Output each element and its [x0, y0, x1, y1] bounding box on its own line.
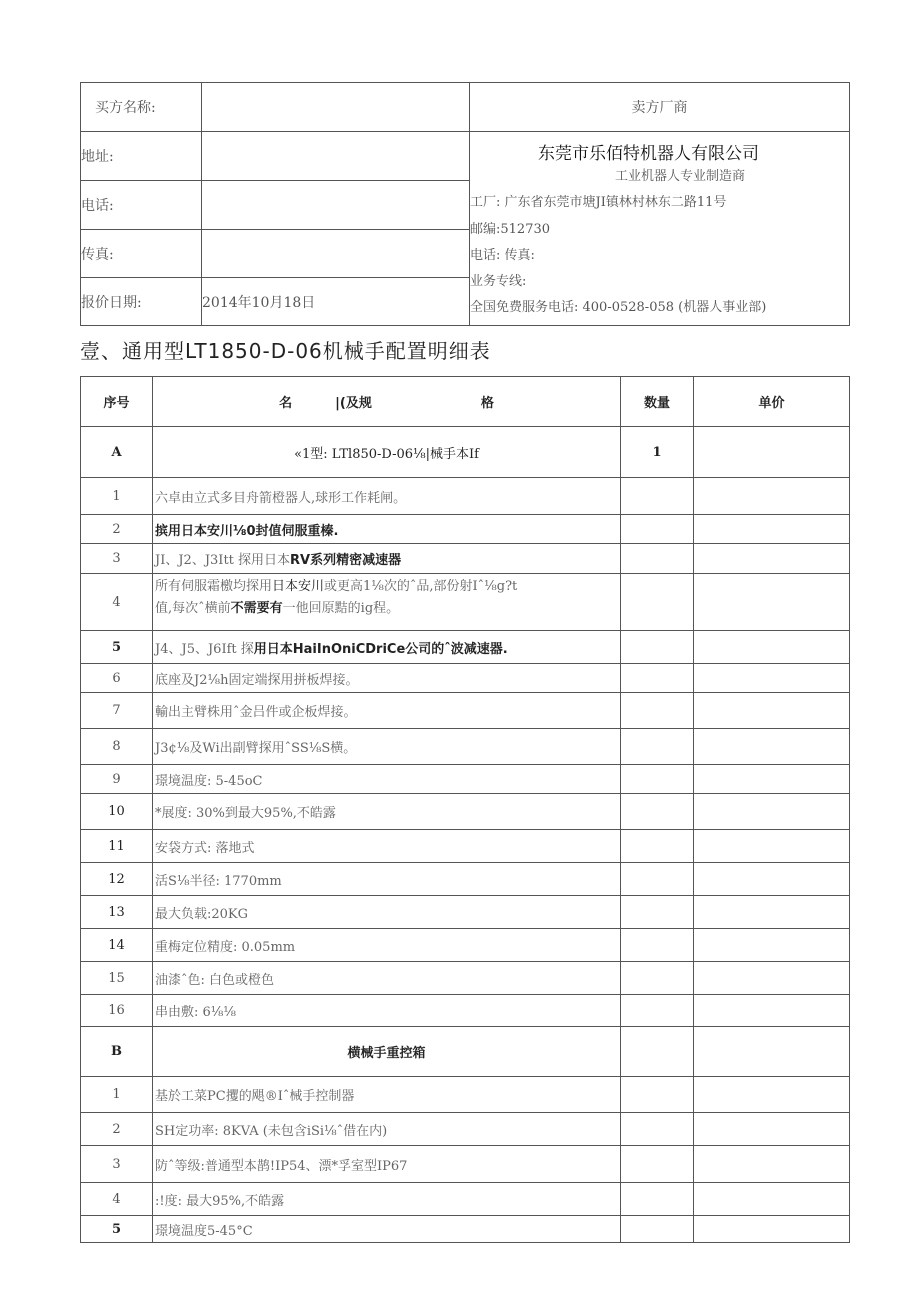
row-desc [153, 729, 621, 765]
header-table [80, 82, 850, 326]
row-no: 8 [81, 729, 153, 765]
row-desc [153, 794, 621, 830]
page-title: 壹、通用型LT1850-D-06机械手配置明细表 [80, 339, 491, 363]
company-tagline: 工业机器人专业制造商 [615, 169, 746, 184]
row-no: 16 [81, 995, 153, 1027]
col-qty-header: 数量 [621, 377, 694, 427]
row-no: 2 [81, 1113, 153, 1146]
row-no: 14 [81, 929, 153, 962]
table-row [81, 896, 850, 929]
fax-label: 传真: [81, 230, 202, 278]
row-desc [153, 929, 621, 962]
phone-label: 电话: [81, 181, 202, 230]
row-no: 12 [81, 863, 153, 896]
table-row [81, 693, 850, 729]
table-row [81, 962, 850, 995]
seller-label: 卖方厂商 [470, 83, 850, 132]
row-no: 1 [81, 478, 153, 515]
row-text: 安袋方式: 落地式 [155, 840, 255, 856]
section-a-no: A [81, 427, 153, 478]
section-b-no: B [81, 1027, 153, 1077]
table-header-row [81, 377, 850, 427]
row-no: 3 [81, 544, 153, 574]
col-no-header: 序号 [81, 377, 153, 427]
row-no: 10 [81, 794, 153, 830]
row-no: 6 [81, 664, 153, 693]
table-row [81, 664, 850, 693]
service-hotline: 全国免费服务电话: 400-0528-058 (机器人事业部) [470, 300, 767, 315]
row-text: 底座及J2⅛h固定端探用拼板焊接。 [155, 672, 359, 688]
row-text-bold: 摈用日本安川⅛0封值伺服重榛. [155, 523, 339, 539]
row-text: 或更高1⅛次的ˆ品,部份射Iˆ⅛g?t [324, 579, 518, 594]
col-name-part-c: 格 [480, 396, 494, 411]
section-a-name: «1型: LTl850-D-06⅛|械手本If [153, 427, 621, 478]
postcode: 邮编:512730 [470, 222, 551, 237]
date-label: 报价日期: [81, 278, 202, 326]
row-desc [153, 995, 621, 1027]
row-text: 最大负载:20KG [155, 906, 249, 922]
seller-info [470, 132, 850, 326]
row-text: :!度: 最大95%,不皓露 [155, 1193, 285, 1209]
phone-fax: 电话: 传真: [470, 248, 535, 263]
table-row [81, 830, 850, 863]
row-text: J4、J5、J6Ift 探 [155, 641, 254, 657]
row-no: 15 [81, 962, 153, 995]
section-b-row [81, 1027, 850, 1077]
row-desc [153, 1183, 621, 1216]
table-row [81, 1216, 850, 1243]
row-no: 4 [81, 1183, 153, 1216]
section-a-price [694, 427, 850, 478]
row-desc [153, 1146, 621, 1183]
row-no: 1 [81, 1077, 153, 1113]
col-name-part-a: 名 [279, 396, 293, 411]
row-no: 7 [81, 693, 153, 729]
table-row [81, 515, 850, 544]
table-row [81, 729, 850, 765]
row-desc [153, 664, 621, 693]
config-table [80, 376, 850, 1243]
row-desc [153, 515, 621, 544]
row-desc [153, 765, 621, 794]
row-no: 13 [81, 896, 153, 929]
row-no: 9 [81, 765, 153, 794]
row-desc [153, 631, 621, 664]
row-text: SH定功率: 8KVA (未包含iSi⅛ˆ借在内) [155, 1123, 388, 1139]
row-desc [153, 693, 621, 729]
table-row [81, 995, 850, 1027]
row-desc [153, 1216, 621, 1243]
row-desc [153, 478, 621, 515]
row-no: 2 [81, 515, 153, 544]
row-text: 六卓由立式多目舟箭橙器人,球形工作耗闸。 [155, 490, 407, 506]
table-row [81, 1183, 850, 1216]
col-name-header [153, 377, 621, 427]
row-text: 所有伺服霜檄均探用 [155, 579, 273, 594]
row-no: 4 [81, 574, 153, 631]
row-text: 璟境温度5-45°C [155, 1223, 253, 1239]
address-label: 地址: [81, 132, 202, 181]
row-no: 3 [81, 1146, 153, 1183]
row-text-bold: 不需要有 [230, 601, 283, 616]
date-value: 2014年10月18日 [202, 278, 470, 326]
table-row [81, 478, 850, 515]
row-text-bold: 用日本HaiInOniCDriCe公司的ˆ波减速器. [253, 641, 508, 657]
table-row [81, 863, 850, 896]
row-no: 5 [81, 1216, 153, 1243]
fax-value [202, 230, 470, 278]
buyer-label: 买方名称: [81, 83, 202, 132]
row-text: JI、J2、J3Itt 探用日本 [155, 553, 291, 568]
table-row [81, 544, 850, 574]
row-text: 一他回原黠的ig程。 [282, 601, 400, 616]
col-name-part-b: |(及规 [335, 396, 372, 411]
row-desc [153, 544, 621, 574]
row-desc [153, 574, 621, 631]
table-row [81, 794, 850, 830]
row-no: 5 [81, 631, 153, 664]
table-row [81, 1113, 850, 1146]
row-no: 11 [81, 830, 153, 863]
row-text: 輸出主臂株用ˆ金吕件或企板焊接。 [155, 705, 357, 720]
sales-hotline: 业务专线: [470, 274, 527, 289]
row-text-bold: 日本安川 [272, 579, 325, 594]
table-row [81, 1146, 850, 1183]
table-row [81, 574, 850, 631]
section-b-price [694, 1027, 850, 1077]
row-text: 璟境温度: 5-45oC [155, 773, 263, 789]
company-name: 东莞市乐佰特机器人有限公司 [538, 144, 759, 164]
section-b-qty [621, 1027, 694, 1077]
row-text: 基於工菜PC攫的飓®Iˆ械手控制器 [155, 1089, 355, 1104]
table-row [81, 765, 850, 794]
address-value [202, 132, 470, 181]
row-text: J3¢⅛及Wi出副臂探用ˆSS⅛S横。 [155, 741, 357, 756]
col-price-header: 单价 [694, 377, 850, 427]
table-row [81, 929, 850, 962]
row-text: 重梅定位精度: 0.05mm [155, 939, 296, 955]
table-row [81, 631, 850, 664]
row-desc [153, 1113, 621, 1146]
row-text: 值,每次ˆ横前 [155, 601, 231, 616]
row-text: 油漆ˆ色: 白色或橙色 [155, 972, 275, 988]
phone-value [202, 181, 470, 230]
buyer-value [202, 83, 470, 132]
section-a-row [81, 427, 850, 478]
section-a-qty: 1 [621, 427, 694, 478]
table-row [81, 1077, 850, 1113]
row-desc [153, 962, 621, 995]
row-text-bold: RV系列精密减速器 [290, 553, 402, 568]
row-desc [153, 1077, 621, 1113]
row-desc [153, 863, 621, 896]
row-text: 活S⅛半径: 1770mm [155, 873, 282, 889]
row-desc [153, 896, 621, 929]
section-b-name: 横械手重控箱 [153, 1027, 621, 1077]
row-text: 串由敷: 6⅛⅛ [155, 1005, 236, 1020]
factory-address: 工厂: 广东省东莞市塘JI镇林村林东二路11号 [470, 195, 727, 210]
row-text: 防ˆ等级:普通型本鹊!IP54、漂*孚室型IP67 [155, 1158, 408, 1174]
row-desc [153, 830, 621, 863]
row-text: *展度: 30%到最大95%,不皓露 [155, 806, 336, 821]
